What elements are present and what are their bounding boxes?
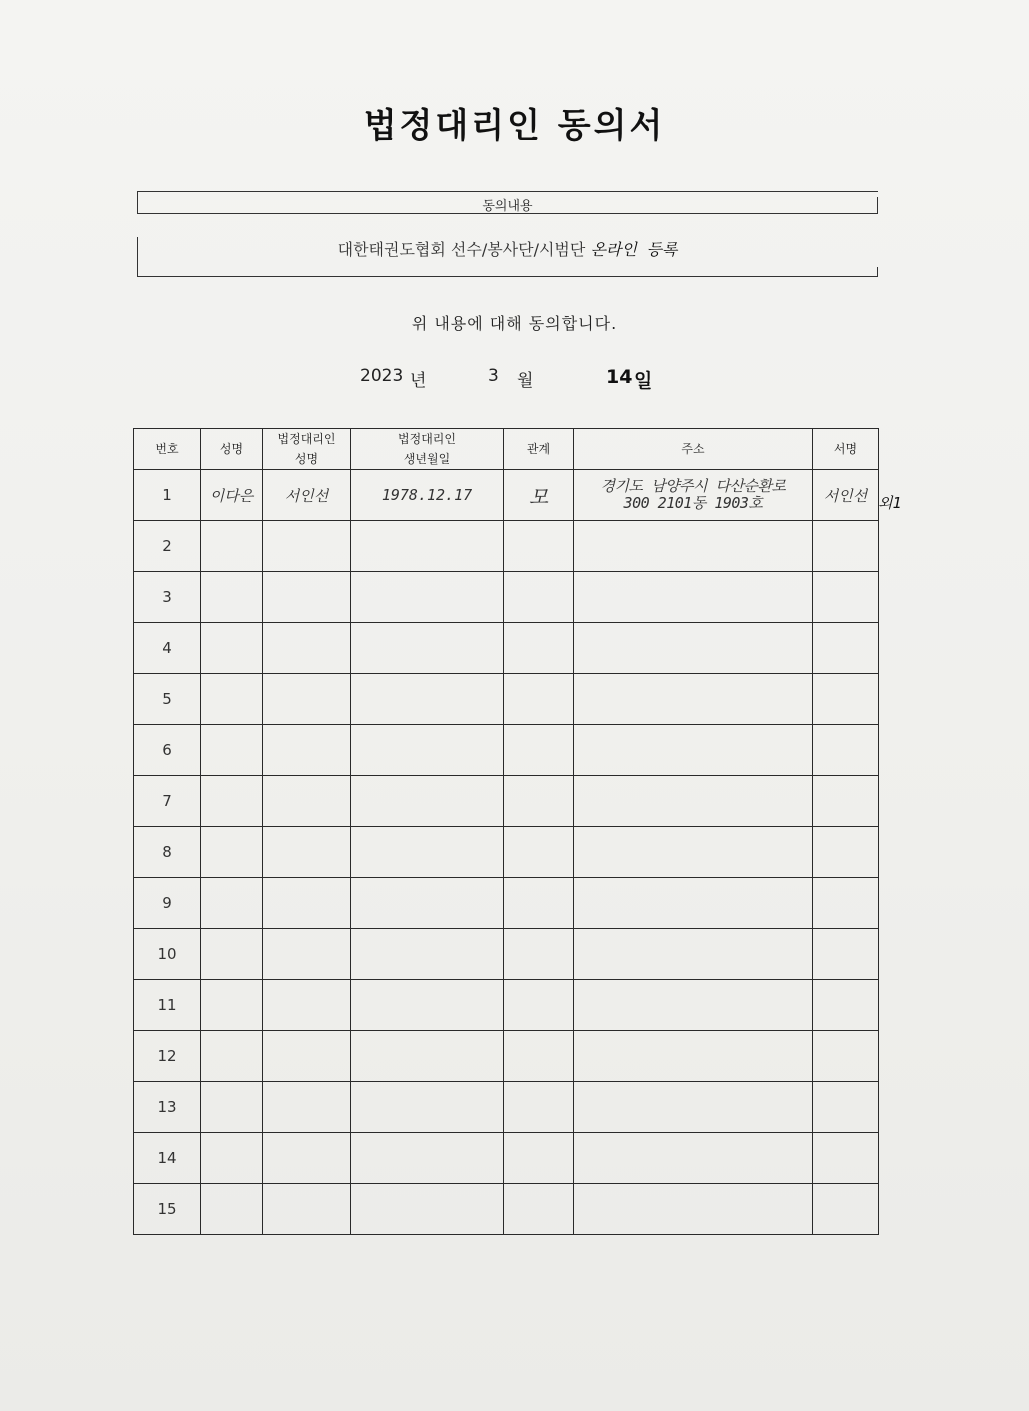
- date-month: 3: [488, 366, 499, 386]
- row-signature: [813, 776, 879, 827]
- row-guardian-birth: [351, 674, 504, 725]
- table-row: [134, 674, 879, 725]
- row-address: [574, 776, 813, 827]
- table-header-row: [134, 429, 879, 470]
- row-address-line2: 300 2101동 1903호: [623, 494, 763, 512]
- row-signature: [813, 1184, 879, 1235]
- row-guardian-name: [263, 1184, 351, 1235]
- table-row: [134, 980, 879, 1031]
- row-address: [574, 1082, 813, 1133]
- row-number: 4: [134, 623, 201, 674]
- row-name: [201, 674, 263, 725]
- row-number: 7: [134, 776, 201, 827]
- header-guardian-birth-line2: 생년월일: [403, 452, 451, 466]
- header-no: 번호: [134, 429, 201, 470]
- table-row: [134, 521, 879, 572]
- row-guardian-birth: [351, 878, 504, 929]
- row-relation: [504, 623, 574, 674]
- signature-extra: 외1: [878, 494, 902, 512]
- row-signature: [813, 725, 879, 776]
- row-relation: [504, 827, 574, 878]
- row-signature: [813, 878, 879, 929]
- date-year: 2023: [360, 366, 404, 386]
- row-number: 14: [134, 1133, 201, 1184]
- row-number: 6: [134, 725, 201, 776]
- row-guardian-name: [263, 1031, 351, 1082]
- row-relation: 모: [504, 470, 574, 521]
- row-guardian-birth: [351, 572, 504, 623]
- row-guardian-birth: 1978.12.17: [351, 470, 504, 521]
- row-guardian-birth: [351, 725, 504, 776]
- row-name: [201, 1184, 263, 1235]
- table-row: [134, 1082, 879, 1133]
- row-relation: [504, 776, 574, 827]
- row-guardian-name: [263, 521, 351, 572]
- consent-content-handwritten: 온라인 등록: [590, 240, 678, 259]
- row-name: [201, 827, 263, 878]
- row-guardian-birth: [351, 623, 504, 674]
- row-guardian-name: [263, 623, 351, 674]
- table-row: [134, 725, 879, 776]
- date-day: 14: [606, 366, 633, 388]
- row-signature: [813, 1031, 879, 1082]
- header-guardian-birth-line1: 법정대리인: [398, 432, 456, 446]
- row-address: [574, 521, 813, 572]
- row-guardian-name: [263, 878, 351, 929]
- row-address: [574, 1184, 813, 1235]
- row-address: [574, 470, 813, 521]
- row-guardian-birth: [351, 1184, 504, 1235]
- row-signature: [813, 929, 879, 980]
- header-guardian-birth: [351, 429, 504, 470]
- row-name: [201, 623, 263, 674]
- table-row: [134, 572, 879, 623]
- table-row: [134, 623, 879, 674]
- row-name: [201, 776, 263, 827]
- row-guardian-birth: [351, 776, 504, 827]
- row-relation: [504, 878, 574, 929]
- row-relation: [504, 929, 574, 980]
- row-signature: 서인선: [813, 470, 879, 521]
- table-row: [134, 878, 879, 929]
- row-signature: [813, 623, 879, 674]
- consent-content-box: [137, 191, 878, 277]
- date-year-label: 년: [410, 371, 427, 391]
- table-row: [134, 827, 879, 878]
- row-number: 9: [134, 878, 201, 929]
- row-name: [201, 878, 263, 929]
- row-address: [574, 827, 813, 878]
- consent-content-printed: 대한태권도협회 선수/봉사단/시범단: [337, 240, 586, 259]
- header-signature: 서명: [813, 429, 879, 470]
- row-signature: [813, 521, 879, 572]
- row-guardian-birth: [351, 827, 504, 878]
- row-relation: [504, 1133, 574, 1184]
- row-guardian-name: [263, 776, 351, 827]
- row-name: 이다은: [201, 470, 263, 521]
- table-row: [134, 1184, 879, 1235]
- row-guardian-name: [263, 1082, 351, 1133]
- form-title: 법정대리인 동의서: [363, 106, 666, 146]
- row-guardian-name: [263, 827, 351, 878]
- row-guardian-birth: [351, 1031, 504, 1082]
- table-row: [134, 1133, 879, 1184]
- table-row: [134, 470, 879, 521]
- row-number: 3: [134, 572, 201, 623]
- header-relation: 관계: [504, 429, 574, 470]
- row-guardian-birth: [351, 521, 504, 572]
- row-relation: [504, 674, 574, 725]
- row-address: [574, 572, 813, 623]
- consent-content: [137, 237, 878, 260]
- row-number: 2: [134, 521, 201, 572]
- row-guardian-name: 서인선: [263, 470, 351, 521]
- row-number: 13: [134, 1082, 201, 1133]
- row-guardian-name: [263, 980, 351, 1031]
- row-relation: [504, 980, 574, 1031]
- row-signature: [813, 980, 879, 1031]
- date-day-label: 일: [634, 370, 653, 392]
- row-address-line1: 경기도 남양주시 다산순환로: [600, 477, 786, 495]
- row-signature: [813, 1082, 879, 1133]
- row-address: [574, 674, 813, 725]
- row-name: [201, 1133, 263, 1184]
- row-address: [574, 878, 813, 929]
- table-row: [134, 776, 879, 827]
- header-guardian-name: [263, 429, 351, 470]
- row-relation: [504, 1031, 574, 1082]
- row-guardian-birth: [351, 980, 504, 1031]
- header-guardian-name-line1: 법정대리인: [277, 432, 336, 446]
- row-name: [201, 521, 263, 572]
- row-address: [574, 1031, 813, 1082]
- row-address: [574, 1133, 813, 1184]
- row-guardian-birth: [351, 929, 504, 980]
- header-guardian-name-line2: 성명: [294, 452, 319, 466]
- row-relation: [504, 521, 574, 572]
- row-number: 5: [134, 674, 201, 725]
- row-name: [201, 929, 263, 980]
- row-name: [201, 980, 263, 1031]
- row-number: 15: [134, 1184, 201, 1235]
- row-address: [574, 623, 813, 674]
- row-guardian-birth: [351, 1133, 504, 1184]
- row-signature: [813, 1133, 879, 1184]
- date-month-label: 월: [517, 371, 534, 391]
- row-relation: [504, 725, 574, 776]
- header-name: 성명: [201, 429, 263, 470]
- row-relation: [504, 1184, 574, 1235]
- row-name: [201, 725, 263, 776]
- agreement-statement: 위 내용에 대해 동의합니다.: [411, 314, 618, 333]
- guardian-table: [133, 428, 879, 1235]
- row-number: 10: [134, 929, 201, 980]
- row-relation: [504, 1082, 574, 1133]
- row-name: [201, 572, 263, 623]
- row-guardian-birth: [351, 1082, 504, 1133]
- row-guardian-name: [263, 674, 351, 725]
- row-address: [574, 725, 813, 776]
- row-signature: [813, 572, 879, 623]
- row-number: 12: [134, 1031, 201, 1082]
- row-number: 8: [134, 827, 201, 878]
- row-relation: [504, 572, 574, 623]
- row-number: 1: [134, 470, 201, 521]
- row-signature: [813, 827, 879, 878]
- row-signature: [813, 674, 879, 725]
- header-address: 주소: [574, 429, 813, 470]
- table-row: [134, 929, 879, 980]
- row-address: [574, 980, 813, 1031]
- row-number: 11: [134, 980, 201, 1031]
- row-address: [574, 929, 813, 980]
- table-row: [134, 1031, 879, 1082]
- row-name: [201, 1082, 263, 1133]
- row-guardian-name: [263, 929, 351, 980]
- row-name: [201, 1031, 263, 1082]
- consent-header: 동의내용: [482, 199, 533, 214]
- row-guardian-name: [263, 725, 351, 776]
- row-guardian-name: [263, 1133, 351, 1184]
- row-guardian-name: [263, 572, 351, 623]
